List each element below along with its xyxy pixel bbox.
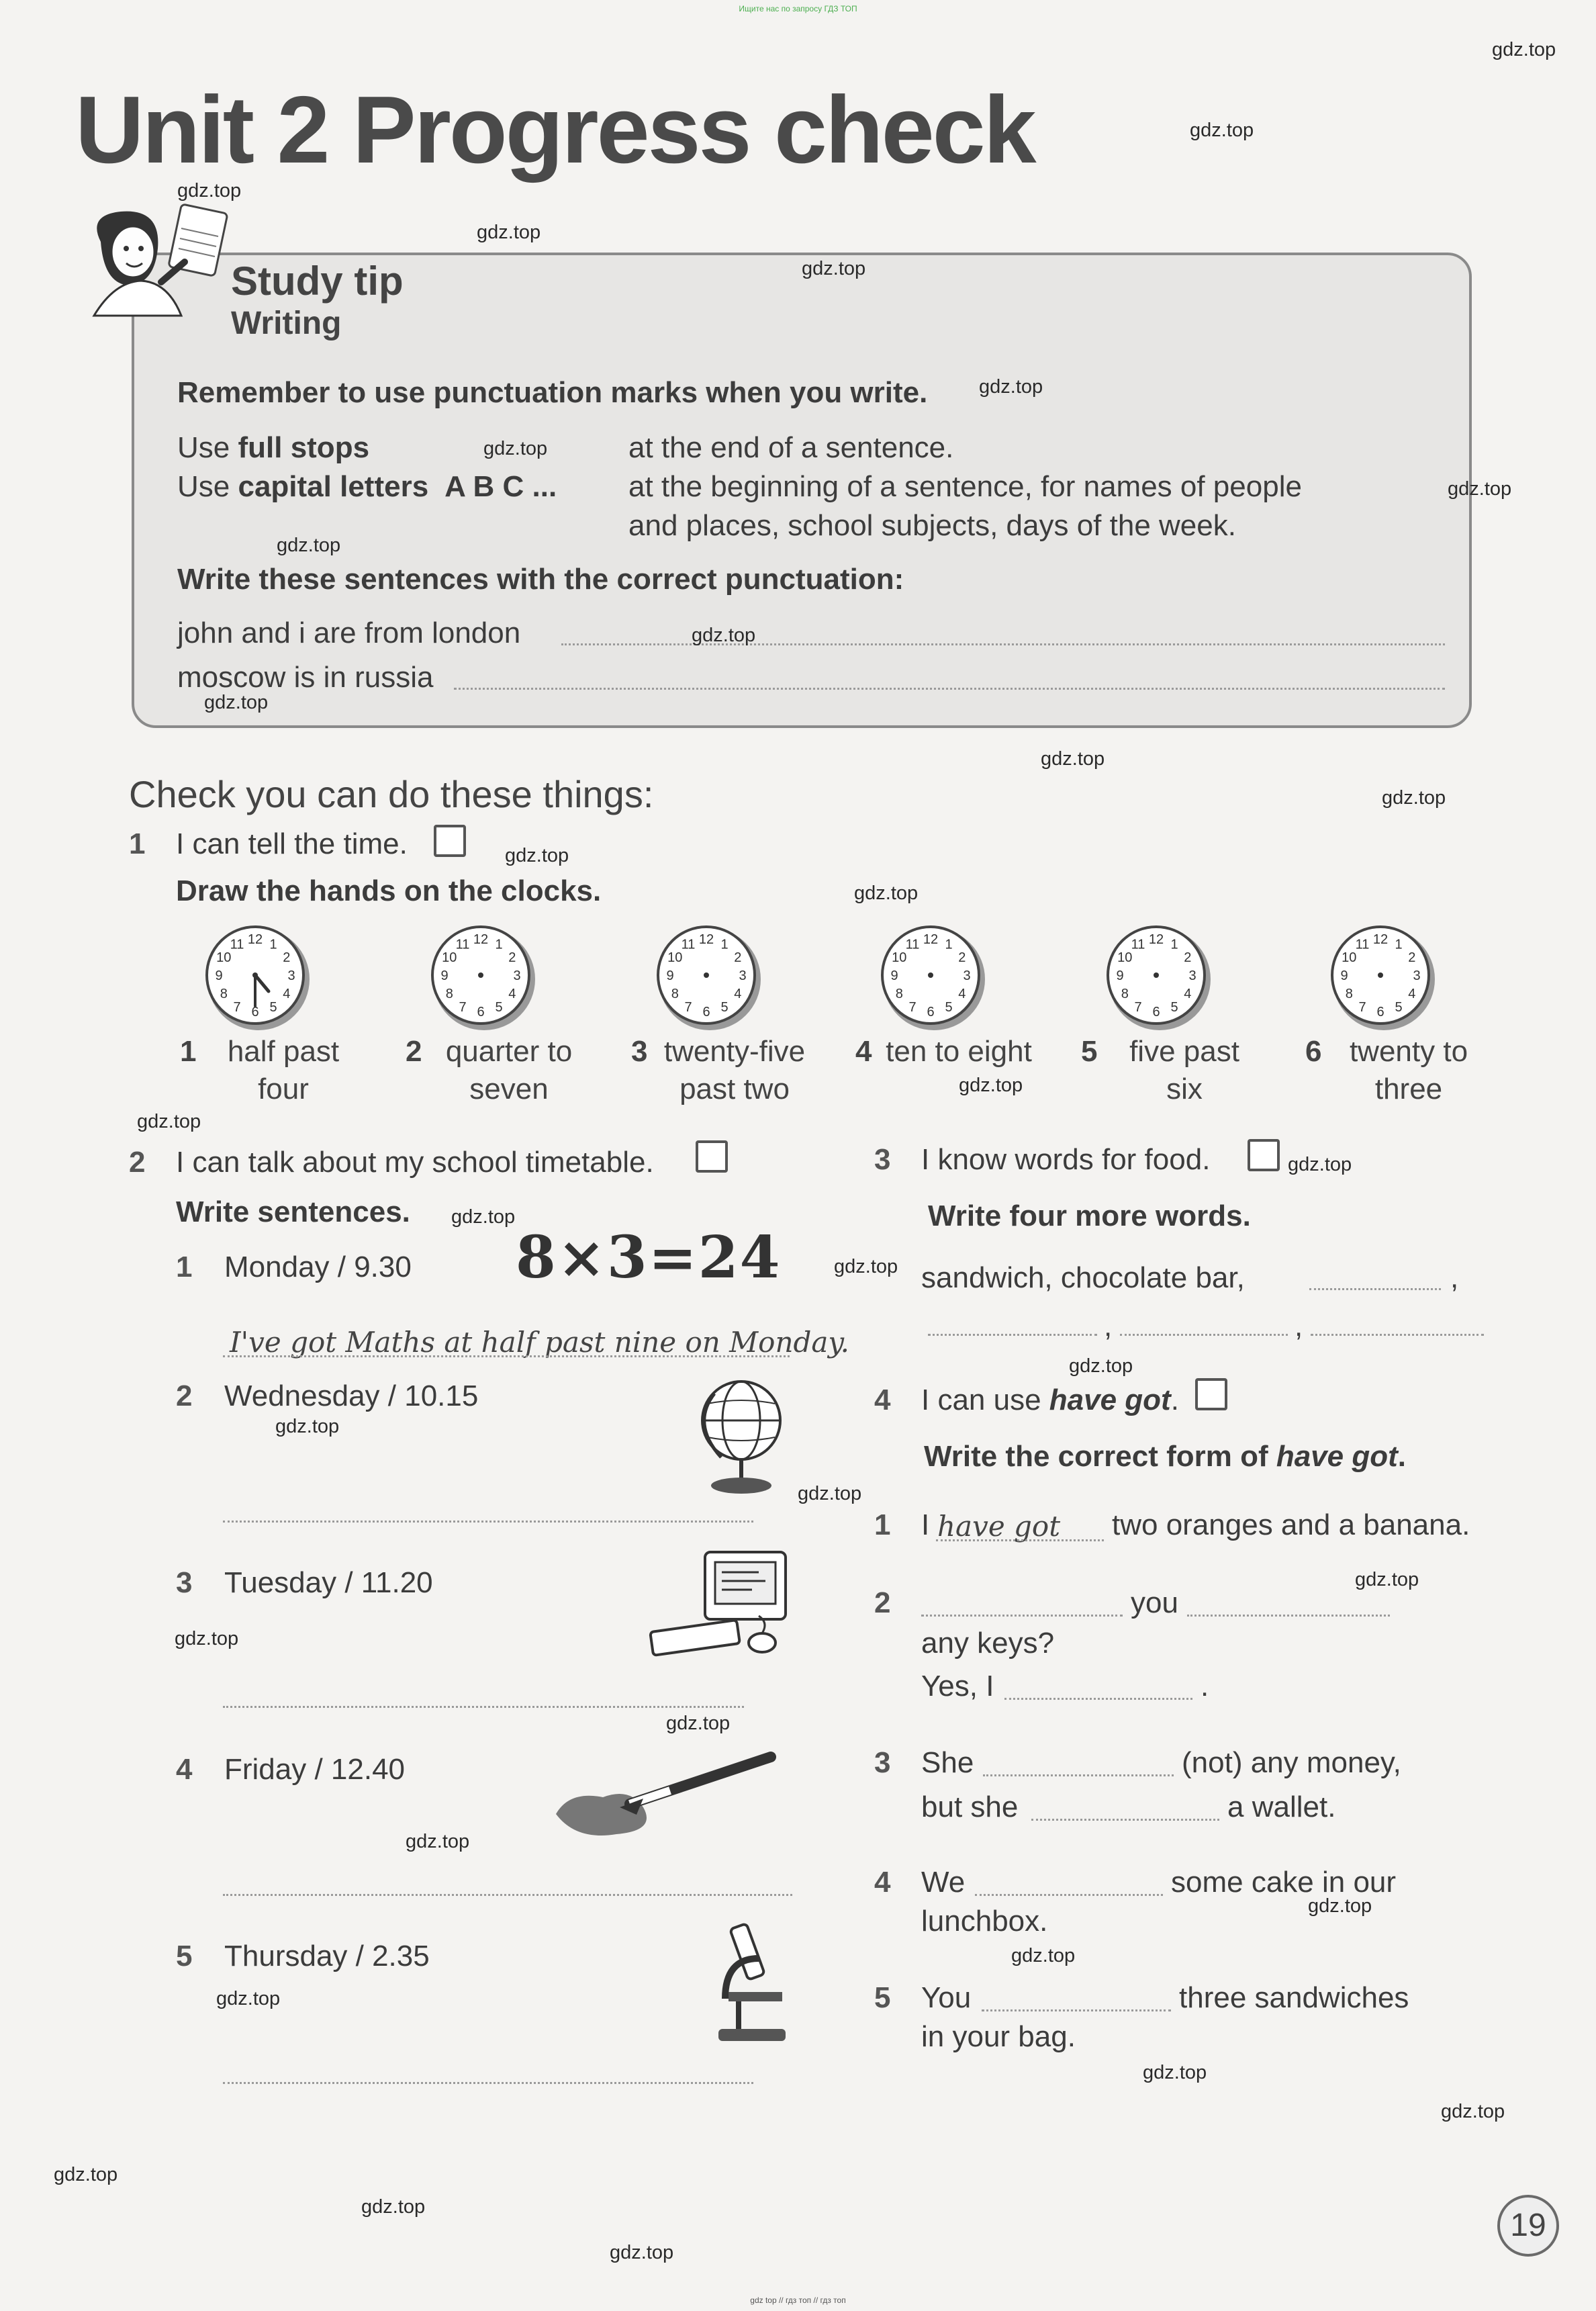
watermark: gdz.top	[854, 882, 919, 904]
section-1-text: I can tell the time.	[176, 827, 408, 860]
clock-number: 2	[406, 1035, 422, 1068]
item-number: 3	[176, 1566, 193, 1599]
item-2-stop: .	[1201, 1670, 1209, 1703]
section-3-task: Write four more words.	[928, 1199, 1251, 1232]
page-number: 19	[1497, 2195, 1559, 2257]
item-3-cont: but she	[921, 1791, 1019, 1823]
task-emphasis: have got	[1276, 1440, 1398, 1473]
clock-numeral: 1	[495, 937, 503, 952]
watermark: gdz.top	[1011, 1945, 1076, 1966]
watermark: gdz.top	[802, 258, 866, 279]
clock-numeral: 4	[283, 987, 291, 1001]
answer-line[interactable]	[1031, 1819, 1219, 1821]
study-tip-subheading: Writing	[231, 306, 342, 341]
clock-numeral: 5	[495, 999, 503, 1015]
clock-numeral: 7	[684, 999, 692, 1015]
tip-sentence-2: moscow is in russia	[177, 661, 434, 694]
watermark: gdz.top	[277, 535, 341, 556]
clock-face[interactable]	[420, 915, 541, 1036]
clock-numeral: 9	[890, 968, 898, 983]
clock-numeral: 10	[442, 950, 457, 965]
clock-center	[928, 972, 933, 978]
answer-line[interactable]	[223, 1706, 744, 1708]
clock-numeral: 3	[963, 968, 971, 983]
clock-numeral: 8	[1121, 987, 1129, 1001]
clock-center	[1378, 972, 1383, 978]
clock-label-line: six	[1166, 1073, 1203, 1105]
watermark: gdz.top	[1492, 39, 1556, 60]
item-3-subject: She	[921, 1746, 974, 1779]
clock-numeral: 12	[1372, 932, 1389, 947]
answer-line[interactable]	[928, 1334, 1097, 1336]
clock-numeral: 1	[1395, 937, 1403, 952]
text-emphasis: have got	[1049, 1384, 1171, 1416]
clock-numeral: 12	[1148, 932, 1164, 947]
clock-number: 5	[1081, 1035, 1098, 1068]
answer-line[interactable]	[454, 688, 1445, 690]
clock-numeral: 6	[927, 1005, 935, 1019]
clock-numeral: 1	[1170, 937, 1178, 952]
item-number: 2	[874, 1586, 891, 1619]
clock-numeral: 9	[666, 968, 674, 983]
clock-numeral: 10	[1342, 950, 1357, 965]
section-2-task: Write sentences.	[176, 1195, 410, 1228]
globe-icon	[694, 1370, 788, 1498]
section-number: 1	[129, 827, 146, 860]
timetable-item-4: Friday / 12.40	[224, 1753, 406, 1786]
item-5-cont: in your bag.	[921, 2020, 1076, 2053]
watermark: gdz.top	[798, 1483, 862, 1504]
clock-numeral: 5	[720, 999, 729, 1015]
clock-numeral: 3	[287, 968, 295, 983]
answer-line[interactable]	[1004, 1698, 1192, 1700]
clock-numeral: 4	[1408, 987, 1416, 1001]
clock-number: 3	[631, 1035, 648, 1068]
clock-center	[478, 972, 483, 978]
clock-center	[704, 972, 709, 978]
watermark: gdz.top	[1041, 748, 1105, 770]
section-number: 3	[874, 1143, 891, 1176]
timetable-item-3: Tuesday / 11.20	[224, 1566, 433, 1599]
study-tip-task: Write these sentences with the correct punctuation:	[177, 563, 904, 596]
item-1-subject: I	[921, 1508, 930, 1541]
rule-keyword: full stops	[238, 431, 370, 464]
watermark: gdz.top	[610, 2242, 674, 2263]
clock-numeral: 8	[220, 987, 228, 1001]
clock-face[interactable]	[195, 915, 316, 1036]
clock-label-line: five past	[1129, 1035, 1239, 1068]
clock-numeral: 6	[702, 1005, 710, 1019]
answer-line[interactable]	[1187, 1615, 1390, 1617]
item-number: 1	[874, 1508, 891, 1541]
clock-numeral: 10	[216, 950, 232, 965]
answer-line[interactable]	[223, 1355, 790, 1357]
timetable-item-2: Wednesday / 10.15	[224, 1379, 479, 1412]
watermark: gdz.top	[137, 1111, 201, 1132]
example-answer: I've got Maths at half past nine on Monday.	[230, 1326, 849, 1359]
clock-numeral: 5	[1170, 999, 1178, 1015]
clock-numeral: 11	[1355, 937, 1370, 952]
watermark: gdz.top	[1355, 1569, 1419, 1590]
section-3-text: I know words for food.	[921, 1143, 1211, 1176]
answer-line[interactable]	[983, 1774, 1174, 1776]
clock-face[interactable]	[870, 915, 991, 1036]
item-number: 4	[176, 1753, 193, 1786]
clock-numeral: 2	[283, 950, 291, 965]
clock-numeral: 7	[1358, 999, 1366, 1015]
clock-face[interactable]	[1320, 915, 1441, 1036]
watermark: gdz.top	[959, 1075, 1023, 1096]
watermark: gdz.top	[477, 222, 541, 243]
answer-line[interactable]	[223, 1894, 792, 1896]
rule-example: A B C ...	[444, 470, 557, 503]
clock-numeral: 9	[215, 968, 223, 983]
clock-numeral: 8	[1345, 987, 1353, 1001]
check-heading: Check you can do these things:	[129, 773, 654, 815]
clock-number: 6	[1305, 1035, 1322, 1068]
clock-numeral: 6	[1152, 1005, 1160, 1019]
item-number: 5	[874, 1981, 891, 2014]
top-note: Ищите нас по запросу ГДЗ ТОП	[739, 4, 857, 13]
clock-label-line: twenty-five	[663, 1035, 806, 1068]
item-3-rest: (not) any money,	[1182, 1746, 1401, 1779]
item-4-subject: We	[921, 1866, 966, 1899]
watermark: gdz.top	[505, 845, 569, 866]
watermark: gdz.top	[275, 1416, 340, 1437]
answer-line[interactable]	[975, 1894, 1163, 1896]
clock-numeral: 5	[269, 999, 277, 1015]
clock-numeral: 6	[251, 1005, 259, 1019]
section-4-task	[924, 1440, 1406, 1474]
text-part: .	[1170, 1384, 1179, 1416]
clock-numeral: 3	[1188, 968, 1196, 983]
clock-numeral: 9	[1340, 968, 1348, 983]
clock-numeral: 5	[945, 999, 953, 1015]
watermark: gdz.top	[666, 1713, 731, 1734]
clock-label	[1104, 1033, 1265, 1108]
watermark: gdz.top	[361, 2196, 426, 2218]
checkbox-food[interactable]	[1248, 1139, 1280, 1171]
clock-center	[1154, 972, 1159, 978]
rule-capital-desc-1: at the beginning of a sentence, for names of people	[628, 470, 1302, 503]
answer-line[interactable]	[1120, 1334, 1288, 1336]
checkbox-have-got[interactable]	[1195, 1378, 1227, 1410]
clock-numeral: 7	[233, 999, 241, 1015]
watermark: gdz.top	[834, 1256, 898, 1277]
watermark: gdz.top	[204, 692, 269, 713]
item-5-subject: You	[921, 1981, 972, 2014]
study-tip-heading: Study tip	[231, 259, 404, 304]
item-number: 4	[874, 1866, 891, 1899]
clock-label-line: four	[258, 1073, 309, 1105]
clock-numeral: 4	[1184, 987, 1192, 1001]
clock-numeral: 1	[269, 937, 277, 952]
watermark: gdz.top	[692, 625, 756, 646]
item-1-rest: two oranges and a banana.	[1112, 1508, 1470, 1541]
clock-numeral: 4	[508, 987, 516, 1001]
math-sum-icon: 8×3=24	[516, 1224, 782, 1292]
clock-numeral: 9	[1116, 968, 1124, 983]
clock-label	[654, 1033, 815, 1108]
clock-numeral: 11	[455, 937, 470, 952]
clock-numeral: 8	[671, 987, 679, 1001]
answer-line[interactable]	[223, 2082, 753, 2084]
item-3-end: a wallet.	[1227, 1791, 1336, 1823]
checkbox-time[interactable]	[434, 825, 466, 857]
bottom-note: gdz top // гдз топ // гдз топ	[750, 2296, 846, 2305]
clock-numeral: 11	[905, 937, 920, 952]
comma: ,	[1295, 1310, 1303, 1343]
clock-label-line: ten to eight	[886, 1035, 1032, 1068]
example-answer: have got	[937, 1510, 1061, 1543]
clock-numeral: 8	[445, 987, 453, 1001]
clock-numeral: 4	[958, 987, 966, 1001]
checkbox-timetable[interactable]	[696, 1140, 728, 1173]
clock-numeral: 5	[1395, 999, 1403, 1015]
clock-numeral: 2	[1408, 950, 1416, 965]
clock-label-line: twenty to	[1349, 1035, 1468, 1068]
tip-sentence-1: john and i are from london	[177, 617, 521, 649]
watermark: gdz.top	[483, 438, 548, 459]
clock-numeral: 3	[739, 968, 747, 983]
watermark: gdz.top	[406, 1831, 470, 1852]
clock-numeral: 7	[1134, 999, 1142, 1015]
answer-line[interactable]	[936, 1539, 1104, 1541]
item-5-rest: three sandwiches	[1179, 1981, 1409, 2014]
clock-numeral: 2	[734, 950, 742, 965]
watermark: gdz.top	[1143, 2062, 1207, 2083]
clock-numeral: 10	[1117, 950, 1133, 965]
clock-numeral: 12	[698, 932, 714, 947]
item-2-reply: Yes, I	[921, 1670, 994, 1703]
clock-numeral: 8	[895, 987, 903, 1001]
clock-numeral: 4	[734, 987, 742, 1001]
answer-line[interactable]	[1311, 1334, 1484, 1336]
clock-numeral: 12	[923, 932, 939, 947]
clock-face[interactable]	[1096, 915, 1217, 1036]
clock-numeral: 2	[1184, 950, 1192, 965]
clock-numeral: 3	[513, 968, 521, 983]
rule-capital-desc-2: and places, school subjects, days of the week.	[628, 509, 1236, 542]
paint-brush-icon	[549, 1750, 791, 1844]
watermark: gdz.top	[1288, 1154, 1352, 1175]
task-part: .	[1397, 1440, 1406, 1473]
item-2-rest: any keys?	[921, 1627, 1055, 1660]
answer-line[interactable]	[921, 1615, 1123, 1617]
comma: ,	[1104, 1310, 1113, 1343]
watermark: gdz.top	[1190, 120, 1254, 141]
clock-label-line: past two	[679, 1073, 790, 1105]
page-title: Unit 2 Progress check	[75, 77, 1035, 183]
rule-capital-letters	[177, 470, 557, 504]
rule-keyword: capital letters	[238, 470, 429, 503]
watermark: gdz.top	[1382, 787, 1446, 809]
section-1-task: Draw the hands on the clocks.	[176, 874, 602, 907]
timetable-item-1: Monday / 9.30	[224, 1251, 412, 1283]
watermark: gdz.top	[1069, 1355, 1133, 1377]
clock-numeral: 11	[1131, 937, 1145, 952]
clock-numeral: 3	[1413, 968, 1421, 983]
watermark: gdz.top	[175, 1628, 239, 1649]
clock-numeral: 6	[477, 1005, 485, 1019]
watermark: gdz.top	[216, 1988, 281, 2009]
clock-label	[878, 1033, 1039, 1071]
watermark: gdz.top	[1441, 2101, 1505, 2122]
section-number: 4	[874, 1384, 891, 1416]
microscope-icon	[712, 1918, 792, 2046]
girl-mascot-icon	[74, 201, 235, 322]
section-4-text	[921, 1384, 1179, 1417]
clock-numeral: 7	[459, 999, 467, 1015]
study-tip-intro: Remember to use punctuation marks when you write.	[177, 376, 928, 409]
task-part: Write the correct form of	[924, 1440, 1276, 1473]
clock-numeral: 2	[958, 950, 966, 965]
watermark: gdz.top	[451, 1206, 516, 1228]
clock-numeral: 11	[230, 937, 244, 952]
clock-numeral: 1	[945, 937, 953, 952]
watermark: gdz.top	[177, 180, 242, 201]
comma: ,	[1450, 1261, 1459, 1294]
clock-numeral: 9	[440, 968, 449, 983]
clock-label-line: quarter to	[445, 1035, 573, 1068]
item-2-subject: you	[1131, 1586, 1178, 1619]
clock-label-line: half past	[227, 1035, 340, 1068]
watermark: gdz.top	[1448, 478, 1512, 500]
rule-full-stops	[177, 431, 369, 465]
food-prompt: sandwich, chocolate bar,	[921, 1261, 1245, 1294]
clock-numeral: 1	[720, 937, 729, 952]
clock-number: 4	[855, 1035, 872, 1068]
clock-label	[1328, 1033, 1489, 1108]
rule-prefix: Use	[177, 470, 238, 503]
clock-label	[428, 1033, 590, 1108]
watermark: gdz.top	[979, 376, 1043, 398]
item-4-cont: lunchbox.	[921, 1905, 1048, 1938]
timetable-item-5: Thursday / 2.35	[224, 1940, 430, 1973]
answer-line[interactable]	[223, 1521, 753, 1523]
clock-label-line: three	[1374, 1073, 1443, 1105]
item-number: 3	[874, 1746, 891, 1779]
answer-line[interactable]	[982, 2009, 1171, 2011]
watermark: gdz.top	[1308, 1895, 1372, 1917]
section-number: 2	[129, 1146, 146, 1179]
rule-prefix: Use	[177, 431, 238, 464]
text-part: I can use	[921, 1384, 1049, 1416]
clock-numeral: 10	[667, 950, 683, 965]
rule-full-stops-desc: at the end of a sentence.	[628, 431, 954, 464]
clock-numeral: 12	[247, 932, 263, 947]
clock-numeral: 2	[508, 950, 516, 965]
item-4-rest: some cake in our	[1171, 1866, 1397, 1899]
item-number: 2	[176, 1379, 193, 1412]
clock-numeral: 11	[681, 937, 696, 952]
computer-icon	[645, 1549, 792, 1663]
clock-numeral: 7	[908, 999, 917, 1015]
clock-numeral: 10	[892, 950, 907, 965]
clock-label-line: seven	[469, 1073, 549, 1105]
watermark: gdz.top	[54, 2164, 118, 2185]
clock-face[interactable]	[646, 915, 767, 1036]
item-number: 1	[176, 1251, 193, 1283]
answer-line[interactable]	[1309, 1288, 1441, 1290]
clock-label	[203, 1033, 364, 1108]
section-2-text: I can talk about my school timetable.	[176, 1146, 654, 1179]
clock-numeral: 12	[473, 932, 489, 947]
item-number: 5	[176, 1940, 193, 1973]
clock-numeral: 6	[1376, 1005, 1384, 1019]
clock-number: 1	[180, 1035, 197, 1068]
